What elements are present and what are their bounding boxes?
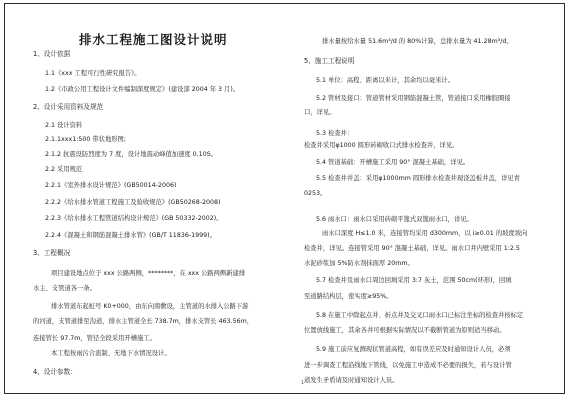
left-text-line: 1.1《xxx 工程可行性研究报告》。 <box>45 70 141 77</box>
left-text-line: 2.2.1《室外排水设计规范》(GB50014-2006) <box>45 182 177 189</box>
left-column <box>33 4 301 393</box>
right-text-line: 5.1 单位：高程、距离以米计，其余均以毫米计。 <box>316 77 454 84</box>
right-text-line: 雨水口深度 H≤1.0 米，连接管均采用 d300mm，以 i≥0.01 的坡度坡向 <box>322 230 528 237</box>
document-page <box>4 3 565 394</box>
left-text-line: 2.2.2《给水排水管道工程施工及验收规范》(GB50268-2008) <box>45 199 221 206</box>
left-text-line: 排水管道东起桩号 K0+000，由东向南敷设，主管道的水排入公路下游 <box>51 303 249 310</box>
right-text-line: 5.2 管材及接口：管道管材采用钢筋混凝土管，管道接口采用橡胶圈接 <box>316 95 511 102</box>
left-section-heading: 2、设计采用资料及规范 <box>33 103 104 111</box>
right-text-line: 5.7 检查井及雨水口周边回填采用 3:7 灰土，范围 50cm(环形)，回填 <box>316 277 512 284</box>
right-text-line: 5.8 在施工中除起点井、折点井及交叉口雨水口已标注坐标的检查井按标定 <box>316 312 524 319</box>
page-number: 1 <box>301 380 305 386</box>
right-text-line: 5.5 检查井井盖：采用φ1000mm 圆形排水检查井现浇盖板井盖，详见青 <box>316 175 520 182</box>
right-text-line: 进一步调查工程沿线地下管线，以免施工中造成不必要的损失，若与设计管 <box>304 362 512 369</box>
left-text-line: 2.2 采用规范 <box>45 166 83 173</box>
left-text-line: 2.1.2 抗震设防烈度为 7 度，设计地震动峰值加速度 0.10S。 <box>45 151 217 158</box>
right-text-line: 检查井，详见。连接管采用 90° 混凝土基础，详见。雨水口井内壁采用 1:2.5 <box>304 245 520 252</box>
left-text-line: 水主、支管道各一条。 <box>33 285 96 292</box>
right-text-line: 5.4 管道基础：开槽施工采用 90° 混凝土基础，详见。 <box>316 159 470 166</box>
left-text-line: 连接管长 97.7m，管径全段采用开槽施工。 <box>33 335 156 342</box>
left-text-line: 项目建设地点位于 xxx 公路两侧，********，在 xxx 公路两侧新建排 <box>51 270 246 277</box>
right-text-line: 0253。 <box>304 190 327 197</box>
document-title: 排水工程施工图设计说明 <box>79 32 228 47</box>
right-text-line: 5.6 雨水口：雨水口采用砖砌平篦式双篦雨水口，详见。 <box>316 216 473 223</box>
right-text-line: 水泥砂浆加 5%防水剂抹面厚 20mm。 <box>304 260 414 267</box>
right-text-line: 口，详见。 <box>304 109 336 116</box>
left-section-heading: 4、设计参数： <box>33 368 77 376</box>
right-text-line: 5.9 施工前应复测现状管道高程，如有误差应及时通知设计人员，必须 <box>316 346 511 353</box>
left-text-line: 2.1.1xxx1:500 带状地形图; <box>45 136 126 143</box>
right-column <box>304 4 544 393</box>
left-text-line: 本工程按雨污合流制、无地下水情况设计。 <box>51 350 171 357</box>
left-section-heading: 1、设计依据 <box>33 50 71 58</box>
right-text-line: 道发生矛盾请及时通知设计人员。 <box>304 377 399 384</box>
right-text-line: 排水量按给水量 51.6m³/d 的 80%计算，总排水量为 41.28m³/d。 <box>322 38 513 45</box>
left-text-line: 的河道，支管道排至沟道，排水主管道全长 738.7m，排水支管长 463.56m， <box>33 318 254 325</box>
left-text-line: 2.2.4《混凝土和钢筋混凝土排水管》(GB/T 11836-1999)。 <box>45 232 216 239</box>
left-text-line: 1.2《市政公用工程设计文件编制深度规定》(建设部 2004 年 3 月)。 <box>45 86 240 93</box>
right-section-heading: 5、施工工程说明 <box>304 57 355 65</box>
left-section-heading: 3、工程概况 <box>33 249 71 257</box>
right-text-line: 位置放线施工，其余各井可根据实际情况以不截断管道为原则适当移动。 <box>304 327 506 334</box>
right-text-line: 检查井采用φ1000 圆形砖砌收口式排水检查井，详见。 <box>304 142 459 149</box>
right-text-line: 5.3 检查井： <box>316 130 354 137</box>
left-text-line: 2.1 设计资料 <box>45 122 83 129</box>
left-text-line: 2.2.3《给水排水工程管道结构设计规范》(GB 50332-2002)。 <box>45 215 223 222</box>
right-text-line: 至道路结构层，密实度≥95%。 <box>304 293 393 300</box>
